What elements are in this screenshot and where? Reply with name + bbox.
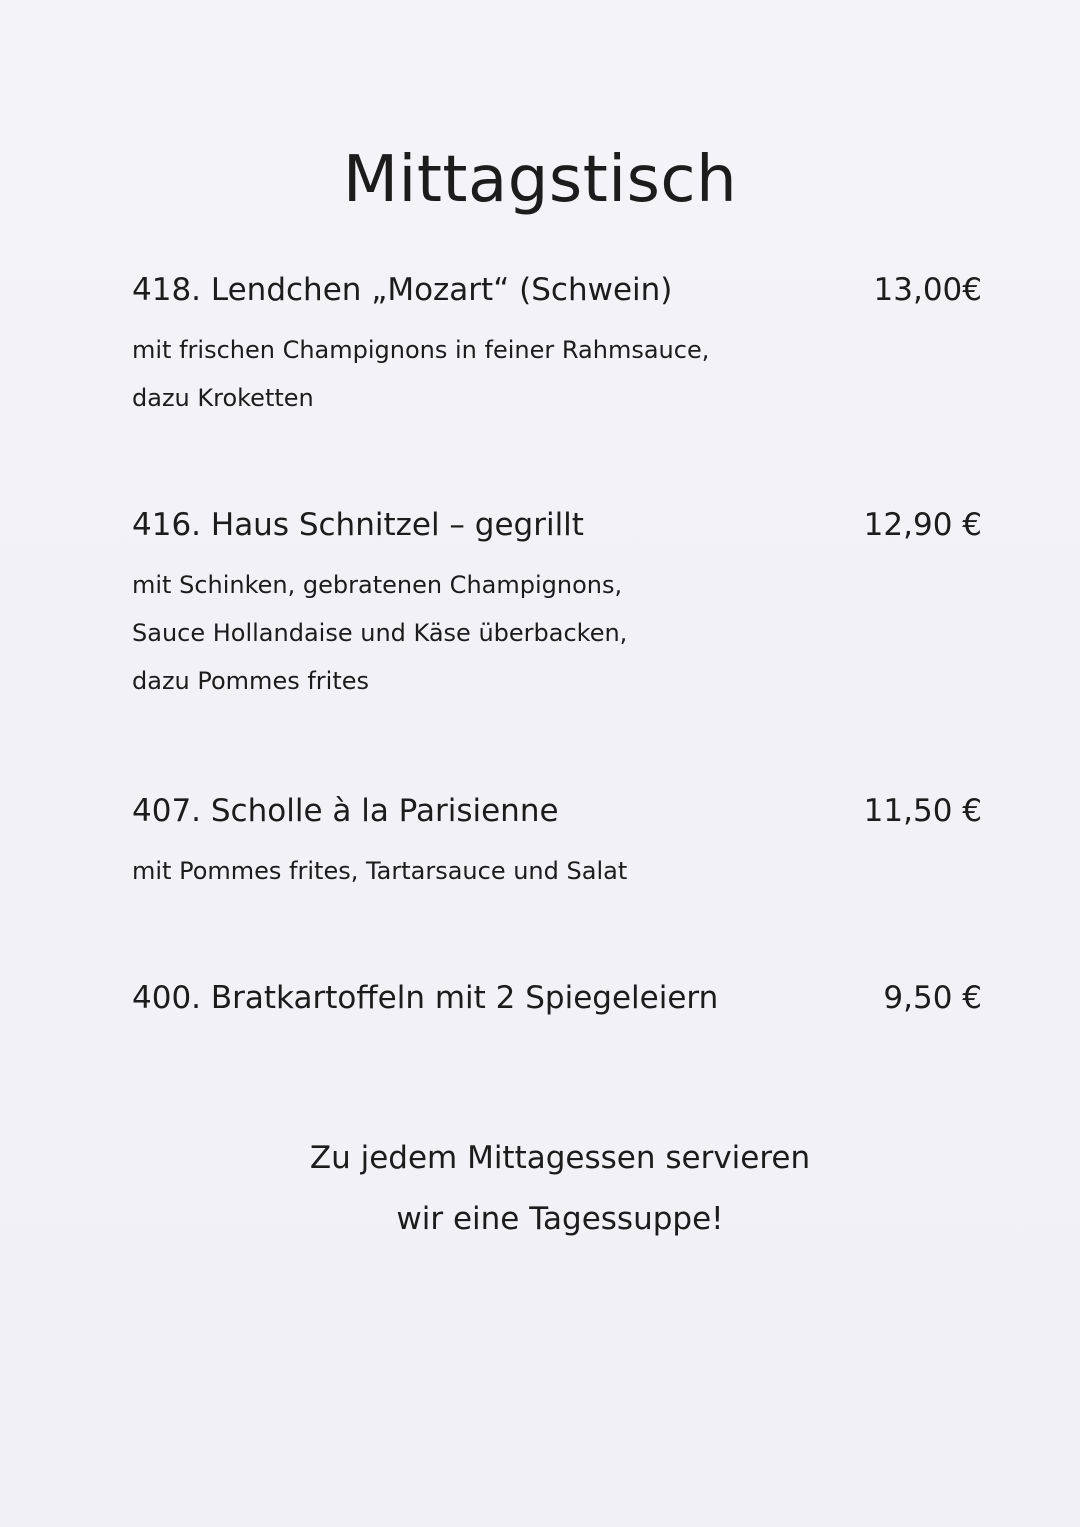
item-name: 407. Scholle à la Parisienne [132, 793, 559, 829]
item-name: 400. Bratkartoffeln mit 2 Spiegeleiern [132, 980, 719, 1016]
menu-item [132, 507, 982, 705]
item-description-line: Sauce Hollandaise und Käse überbacken, [132, 619, 628, 647]
item-price: 9,50 € [883, 980, 982, 1016]
menu-item [132, 793, 982, 895]
item-description [132, 326, 982, 422]
item-description [132, 847, 982, 895]
item-description-line: dazu Kroketten [132, 384, 314, 412]
item-name: 416. Haus Schnitzel – gegrillt [132, 507, 584, 543]
item-price: 11,50 € [863, 793, 982, 829]
menu-item [132, 980, 982, 1030]
item-price: 13,00€ [873, 272, 982, 308]
item-description [132, 561, 982, 705]
soup-note-line: wir eine Tagessuppe! [396, 1201, 724, 1237]
item-description-line: mit Schinken, gebratenen Champignons, [132, 571, 623, 599]
menu-item [132, 272, 982, 422]
item-name: 418. Lendchen „Mozart“ (Schwein) [132, 272, 673, 308]
item-price: 12,90 € [863, 507, 982, 543]
menu-title: Mittagstisch [342, 143, 738, 217]
item-description-line: dazu Pommes frites [132, 667, 369, 695]
item-description-line: mit frischen Champignons in feiner Rahmsauce, [132, 336, 710, 364]
item-description-line: mit Pommes frites, Tartarsauce und Salat [132, 857, 628, 885]
soup-note-line: Zu jedem Mittagessen servieren [309, 1140, 811, 1176]
soup-note [290, 1128, 830, 1250]
